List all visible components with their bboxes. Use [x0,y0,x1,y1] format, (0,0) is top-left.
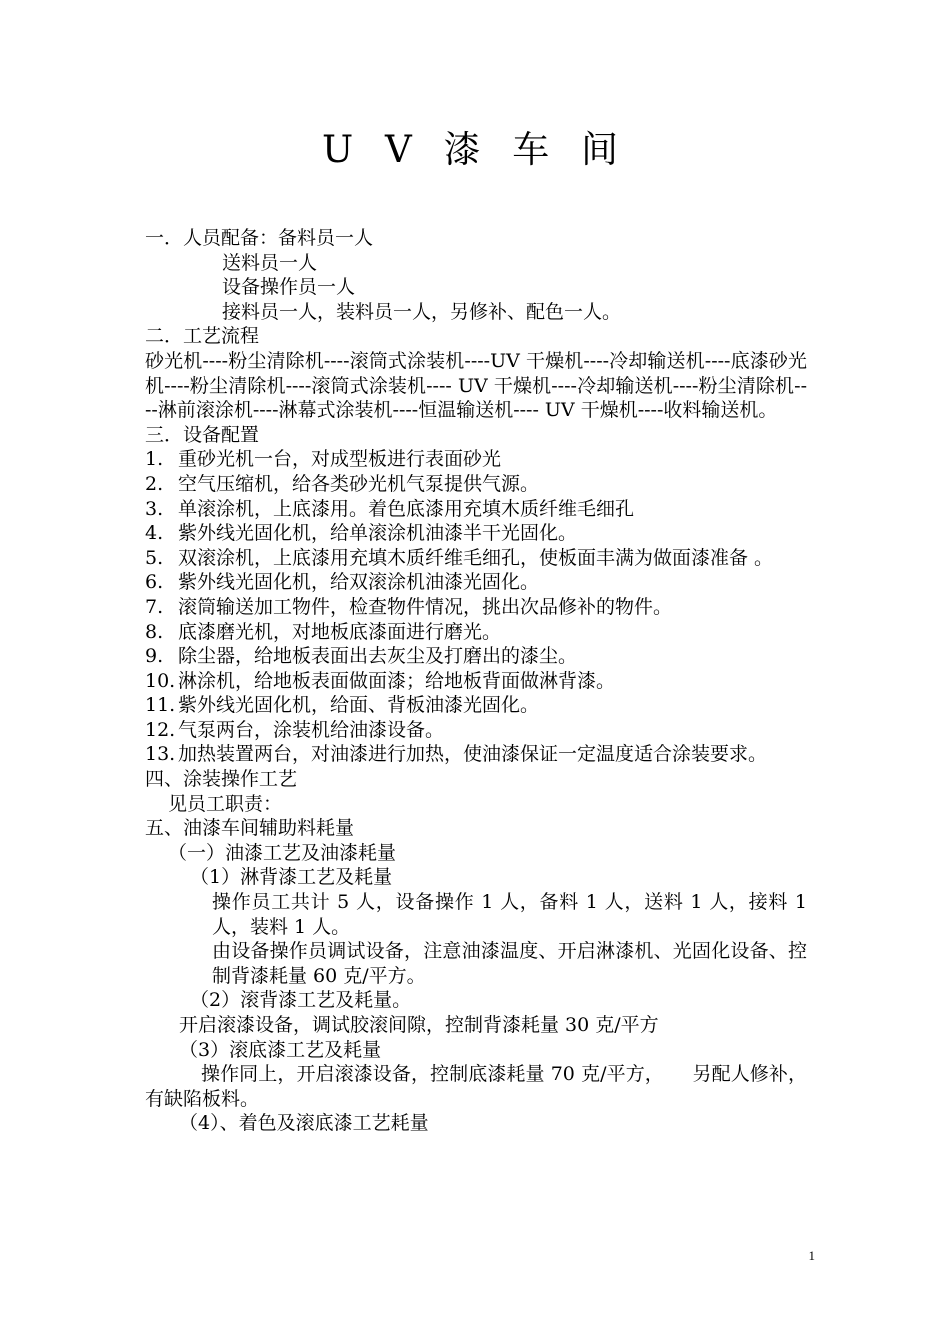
item-number: 11. [145,694,176,717]
item-number: 7. [145,595,164,618]
step-4-title: （4）、着色及滚底漆工艺耗量 [179,1112,429,1135]
item-text: 加热装置两台，对油漆进行加热，使油漆保证一定温度适合涂装要求。 [178,743,768,766]
item-number: 6. [145,571,164,594]
item-number: 4. [145,522,164,545]
item-text: 重砂光机一台，对成型板进行表面砂光 [178,448,502,471]
item-text: 淋涂机，给地板表面做面漆；给地板背面做淋背漆。 [178,669,616,692]
list-item [145,472,807,497]
staffing-line: 送料员一人 [222,251,318,274]
item-number: 5. [145,546,164,569]
step-1-paragraph: 操作员工共计 5 人，设备操作 1 人，备料 1 人，送料 1 人，接料 1 人，装料 1 人。 [212,891,807,938]
process-heading: 二．工艺流程 [145,325,260,348]
list-item [145,447,807,472]
process-flow-text: 砂光机----粉尘清除机----滚筒式涂装机----UV 干燥机----冷却输送机----底漆砂光机----粉尘清除机----滚筒式涂装机---- UV 干燥机----冷却输送机----粉尘清除机----淋前滚涂机----淋幕式涂装机----恒温输送机---- UV 干燥机----收料输送机。 [145,349,807,422]
step-2-paragraph: 开启滚漆设备，调试胶滚间隙，控制背漆耗量 30 克/平方 [179,1014,659,1036]
item-text: 除尘器，给地板表面出去灰尘及打磨出的漆尘。 [178,645,578,668]
operation-text: 见员工职责： [168,792,283,815]
item-number: 2. [145,472,164,495]
step-1-title: （1）淋背漆工艺及耗量 [190,866,393,889]
staffing-line: 设备操作员一人 [222,276,356,299]
step-3-title: （3）滚底漆工艺及耗量 [179,1038,382,1061]
list-item [145,644,807,669]
list-item [145,742,807,767]
item-number: 8. [145,620,164,643]
item-number: 13. [145,743,176,766]
item-text: 紫外线光固化机，给双滚涂机油漆光固化。 [178,571,540,594]
item-text: 气泵两台，涂装机给油漆设备。 [178,718,445,741]
item-text: 紫外线光固化机，给单滚涂机油漆半干光固化。 [178,522,578,545]
item-number: 12. [145,718,176,741]
item-text: 底漆磨光机，对地板底漆面进行磨光。 [178,620,502,643]
equipment-list [145,447,807,767]
operation-heading: 四、涂装操作工艺 [145,768,298,791]
item-number: 10. [145,669,176,692]
staffing-heading: 一．人员配备：备料员一人 [145,227,374,249]
step-2-title: （2）滚背漆工艺及耗量。 [190,989,412,1012]
document-body [145,226,807,1136]
list-item [145,546,807,571]
item-text: 空气压缩机，给各类砂光机气泵提供气源。 [178,472,540,495]
list-item [145,620,807,645]
step-1-paragraph: 由设备操作员调试设备，注意油漆温度、开启淋漆机、光固化设备、控制背漆耗量 60 克/平方。 [212,940,807,987]
list-item [145,718,807,743]
list-item [145,521,807,546]
page-number: 1 [808,1248,815,1263]
item-number: 9. [145,645,164,668]
page-title: U V 漆 车 间 [322,128,628,171]
consumption-subheading: （一）油漆工艺及油漆耗量 [168,841,397,864]
staffing-line: 接料员一人，装料员一人，另修补、配色一人。 [222,300,622,323]
item-number: 1. [145,448,164,471]
consumption-heading: 五、油漆车间辅助料耗量 [145,817,355,840]
item-text: 单滚涂机，上底漆用。着色底漆用充填木质纤维毛细孔 [178,497,635,520]
equipment-heading: 三．设备配置 [145,423,260,446]
list-item [145,693,807,718]
list-item [145,595,807,620]
step-3-paragraph: 操作同上，开启滚漆设备，控制底漆耗量 70 克/平方， 另配人修补，有缺陷板料。 [145,1063,807,1110]
list-item [145,497,807,522]
list-item [145,669,807,694]
item-number: 3. [145,497,164,520]
item-text: 紫外线光固化机，给面、背板油漆光固化。 [178,694,540,717]
list-item [145,570,807,595]
item-text: 滚筒输送加工物件，检查物件情况，挑出次品修补的物件。 [178,595,673,618]
item-text: 双滚涂机，上底漆用充填木质纤维毛细孔，使板面丰满为做面漆准备 。 [178,546,774,569]
